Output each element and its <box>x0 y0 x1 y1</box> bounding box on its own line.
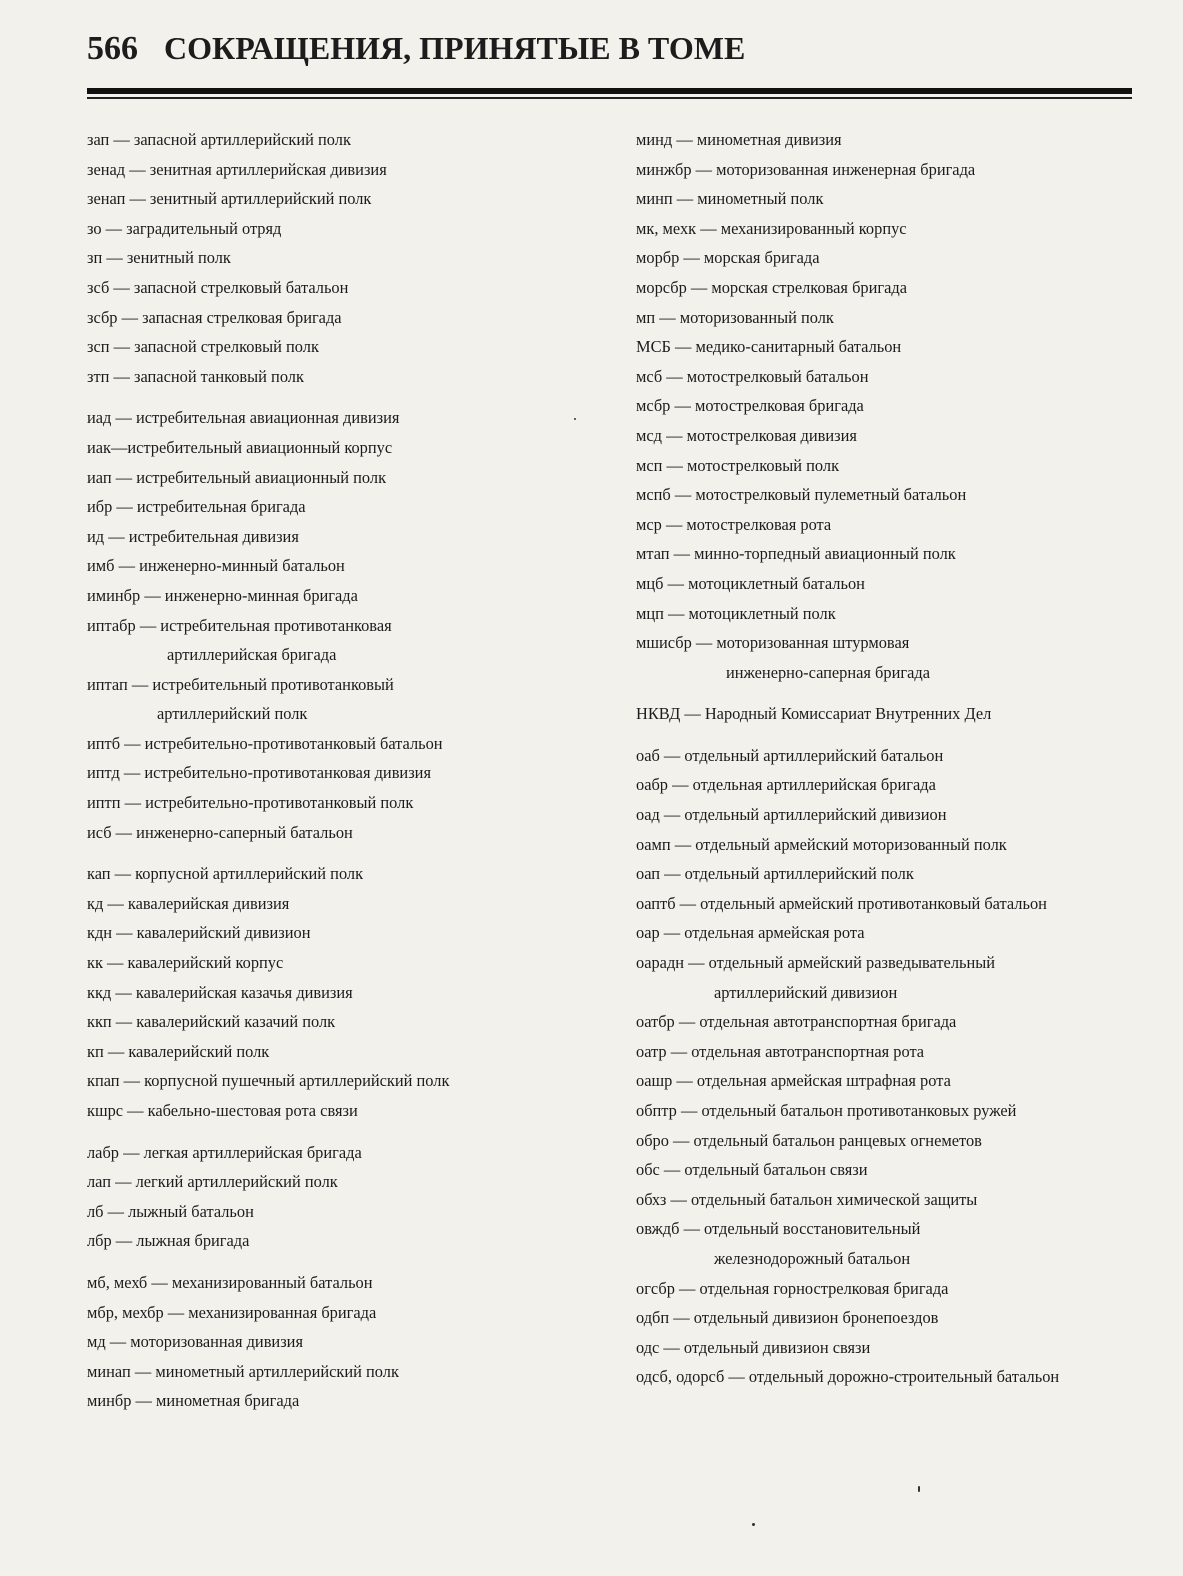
abbreviation-entry: морбр — морская бригада <box>636 248 820 268</box>
abbreviation-entry: ккп — кавалерийский казачий полк <box>87 1012 336 1032</box>
abbreviation-entry: мсбр — мотострелковая бригада <box>636 396 864 416</box>
abbreviation-entry-continuation: инженерно-саперная бригада <box>726 662 930 682</box>
abbreviation-entry: мсп — мотострелковый полк <box>636 455 840 475</box>
paper-speck <box>918 1486 920 1492</box>
abbreviation-entry: имб — инженерно-минный батальон <box>87 556 345 576</box>
abbreviation-entry: ид — истребительная дивизия <box>87 526 299 546</box>
abbreviation-entry: оар — отдельная армейская рота <box>636 923 865 943</box>
abbreviation-entry-continuation: артиллерийская бригада <box>167 645 337 665</box>
abbreviation-entry: обптр — отдельный батальон противотанковых ружей <box>636 1101 1017 1120</box>
abbreviation-entry: зтп — запасной танковый полк <box>87 366 304 386</box>
abbreviation-entry: мбр, мехбр — механизированная бригада <box>87 1302 377 1322</box>
abbreviation-entry: лбр — лыжная бригада <box>87 1231 250 1251</box>
abbreviation-entry: минжбр — моторизованная инженерная бригада <box>636 159 976 179</box>
abbreviation-entry: мб, мехб — механизированный батальон <box>87 1272 373 1292</box>
abbreviation-entry: оабр — отдельная артиллерийская бригада <box>636 775 936 795</box>
abbreviation-entry: зсбр — запасная стрелковая бригада <box>87 307 342 327</box>
abbreviation-entry: кк — кавалерийский корпус <box>87 953 284 973</box>
abbreviation-entry: оашр — отдельная армейская штрафная рота <box>636 1071 951 1091</box>
abbreviation-entry: оамп — отдельный армейский моторизованный полк <box>636 834 1007 854</box>
abbreviation-entry: одбп — отдельный дивизион бронепоездов <box>636 1308 939 1328</box>
abbreviation-entry-continuation: артиллерийский дивизион <box>714 982 898 1002</box>
abbreviation-entry: иптб — истребительно-противотанковый батальон <box>87 733 443 753</box>
abbreviation-entry: оатбр — отдельная автотранспортная бригада <box>636 1012 957 1032</box>
abbreviation-entry: обс — отдельный батальон связи <box>636 1160 868 1180</box>
abbreviation-entry: оад — отдельный артиллерийский дивизион <box>636 805 947 825</box>
abbreviation-entry: лб — лыжный батальон <box>87 1201 254 1221</box>
paper-speck <box>574 418 576 420</box>
abbreviation-entry: оаб — отдельный артиллерийский батальон <box>636 745 944 765</box>
abbreviation-entry: исб — инженерно-саперный батальон <box>87 822 353 842</box>
abbreviation-entry: мцб — мотоциклетный батальон <box>636 573 865 593</box>
abbreviation-entry: мспб — мотострелковый пулеметный батальон <box>636 485 967 505</box>
paper-speck <box>752 1523 755 1526</box>
abbreviations-left-column <box>87 125 607 1416</box>
abbreviation-entry: лабр — легкая артиллерийская бригада <box>87 1142 362 1162</box>
page-header <box>87 30 1132 80</box>
abbreviation-entry: иптд — истребительно-противотанковая дивизия <box>87 763 431 783</box>
abbreviation-entry: МСБ — медико-санитарный батальон <box>636 337 902 357</box>
abbreviation-entry: минбр — минометная бригада <box>87 1391 300 1411</box>
abbreviation-entry: огсбр — отдельная горнострелковая бригада <box>636 1278 949 1298</box>
abbreviation-entry: иап — истребительный авиационный полк <box>87 467 387 487</box>
abbreviation-entry: зсп — запасной стрелковый полк <box>87 337 319 357</box>
abbreviation-entry: зенап — зенитный артиллерийский полк <box>87 189 372 209</box>
abbreviation-entry: мтап — минно-торпедный авиационный полк <box>636 544 956 564</box>
abbreviation-entry: минп — минометный полк <box>636 189 824 209</box>
abbreviation-entry: зенад — зенитная артиллерийская дивизия <box>87 159 387 179</box>
abbreviation-entry: одс — отдельный дивизион связи <box>636 1337 871 1357</box>
abbreviation-entry: оарадн — отдельный армейский разведывательный <box>636 953 996 973</box>
abbreviation-entry: мп — моторизованный полк <box>636 307 834 327</box>
abbreviation-entry: зап — запасной артиллерийский полк <box>87 130 351 149</box>
abbreviation-entry-continuation: железнодорожный батальон <box>714 1248 911 1268</box>
abbreviation-entry: оап — отдельный артиллерийский полк <box>636 864 914 884</box>
abbreviation-entry: иминбр — инженерно-минная бригада <box>87 585 358 605</box>
abbreviation-entry: зп — зенитный полк <box>87 248 231 268</box>
abbreviations-right-column <box>636 125 1166 1392</box>
abbreviation-entry: оаптб — отдельный армейский противотанковый батальон <box>636 893 1047 913</box>
abbreviation-entry: оатр — отдельная автотранспортная рота <box>636 1041 925 1061</box>
abbreviation-entry: ибр — истребительная бригада <box>87 497 306 517</box>
page-title: СОКРАЩЕНИЯ, ПРИНЯТЫЕ В ТОМЕ <box>164 30 746 66</box>
abbreviation-entry-continuation: артиллерийский полк <box>157 704 308 724</box>
abbreviation-entry: кп — кавалерийский полк <box>87 1041 270 1061</box>
abbreviation-entry: мсб — мотострелковый батальон <box>636 366 869 386</box>
abbreviation-entry: иптп — истребительно-противотанковый полк <box>87 793 414 813</box>
abbreviation-entry: ккд — кавалерийская казачья дивизия <box>87 982 353 1002</box>
abbreviation-entry: обро — отдельный батальон ранцевых огнеметов <box>636 1130 982 1150</box>
abbreviation-entry: овждб — отдельный восстановительный <box>636 1219 921 1239</box>
abbreviation-entry: мшисбр — моторизованная штурмовая <box>636 633 910 653</box>
abbreviation-entry: мср — мотострелковая рота <box>636 514 832 534</box>
abbreviation-entry: мд — моторизованная дивизия <box>87 1332 303 1352</box>
header-rule-thick <box>87 88 1132 94</box>
header-rule-thin <box>87 97 1132 99</box>
abbreviation-entry: мсд — мотострелковая дивизия <box>636 425 857 445</box>
abbreviation-entry: кпап — корпусной пушечный артиллерийский полк <box>87 1071 450 1091</box>
abbreviation-entry: морсбр — морская стрелковая бригада <box>636 277 907 297</box>
abbreviation-entry: кап — корпусной артиллерийский полк <box>87 864 364 884</box>
abbreviation-entry: кшрс — кабельно-шестовая рота связи <box>87 1101 358 1120</box>
abbreviation-entry: одсб, одорсб — отдельный дорожно-строительный батальон <box>636 1367 1060 1387</box>
abbreviation-entry: зсб — запасной стрелковый батальон <box>87 277 349 297</box>
abbreviation-entry: минд — минометная дивизия <box>636 130 842 149</box>
abbreviation-entry: кд — кавалерийская дивизия <box>87 893 290 913</box>
abbreviation-entry: обхз — отдельный батальон химической защиты <box>636 1189 978 1209</box>
abbreviation-entry: иак—истребительный авиационный корпус <box>87 437 393 457</box>
abbreviation-entry: иптабр — истребительная противотанковая <box>87 615 392 635</box>
page-number: 566 <box>87 30 138 67</box>
abbreviation-entry: лап — легкий артиллерийский полк <box>87 1172 338 1192</box>
abbreviation-entry: мцп — мотоциклетный полк <box>636 603 836 623</box>
abbreviation-entry: мк, мехк — механизированный корпус <box>636 218 907 238</box>
abbreviation-entry: НКВД — Народный Комиссариат Внутренних Дел <box>636 704 992 724</box>
abbreviation-entry: минап — минометный артиллерийский полк <box>87 1361 399 1381</box>
abbreviation-entry: кдн — кавалерийский дивизион <box>87 923 311 943</box>
abbreviation-entry: зо — заградительный отряд <box>87 218 282 238</box>
abbreviation-entry: иптап — истребительный противотанковый <box>87 674 394 694</box>
abbreviation-entry: иад — истребительная авиационная дивизия <box>87 408 400 428</box>
